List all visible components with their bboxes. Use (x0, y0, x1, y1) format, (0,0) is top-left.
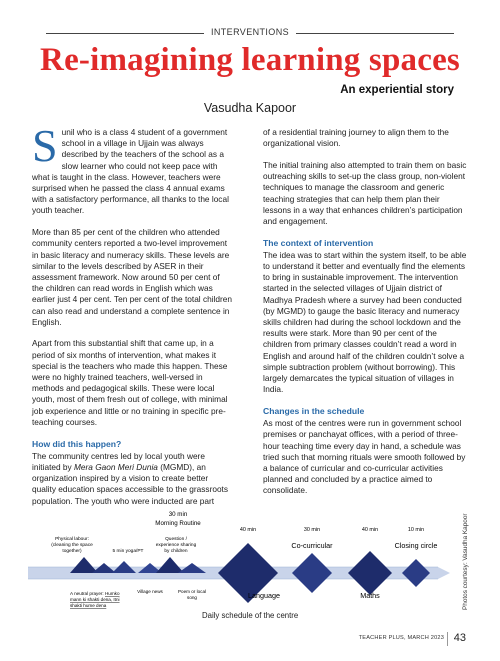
physical-label-1: Physical labour: (55, 537, 89, 542)
physical-label-2: (cleaning the space (51, 543, 93, 548)
kicker-rule-left (46, 33, 204, 34)
right-column (263, 127, 468, 507)
maths-time: 40 min (361, 527, 379, 533)
language-time: 40 min (239, 527, 257, 533)
stage-question-marker (156, 557, 184, 573)
section-heading: Changes in the schedule (263, 405, 365, 416)
prayer-label-2: mann ki shakti dena, Itni (70, 597, 120, 602)
page-number: 43 (453, 632, 466, 644)
closing-time: 10 min (407, 527, 425, 533)
kicker-rule-right (296, 33, 454, 34)
stage-closing-marker (402, 559, 430, 587)
village-news-label: Village news (137, 589, 163, 594)
routine-time: 30 min (168, 511, 188, 518)
poem-label-2: song (187, 595, 197, 600)
maths-label: Maths (360, 591, 380, 600)
physical-label-3: together) (62, 549, 82, 554)
paragraph: of a residential training journey to align them to the organizational vision. (263, 127, 449, 149)
closing-label: Closing circle (394, 541, 438, 550)
prayer-label-3: shakti hume dena (70, 603, 107, 608)
paragraph: The community centres led by local youth were initiated by Mera Gaon Meri Dunia (MGMD), an organization inspired by a vision to create better quality education spaces accessible to the grassroots population. The youth who were inducted are part (32, 450, 229, 506)
stage-maths-marker (348, 551, 392, 595)
stage-cocurricular-marker (292, 553, 332, 593)
cocurricular-time: 30 min (303, 527, 321, 533)
left-column (32, 120, 233, 517)
paragraph: More than 85 per cent of the children who attended community centers reported a two-level improvement in basic literacy and numeracy skills. These levels are similar to the levels described by ASER in their assessment framework. Now around 50 per cent of the children can read words in English which was earlier just 4 per cent. Ten per cent of the total children can also read and understand a complete sentence in English. (32, 227, 233, 327)
language-label: Language (248, 591, 280, 600)
diagram-caption: Daily schedule of the centre (202, 611, 299, 620)
cocurricular-label: Co-curricular (291, 541, 333, 550)
yoga-label: 5 min yoga/PT (112, 549, 144, 554)
routine-label: Morning Routine (155, 520, 201, 527)
article-title: Re-imagining learning spaces (40, 42, 460, 78)
kicker-label: INTERVENTIONS (210, 27, 290, 37)
stage-physical-marker (70, 557, 98, 573)
drop-cap: S (32, 120, 58, 171)
paragraph: As most of the centres were run in government school premises or panchayat offices, with a period of three-hour teaching time every day in hand, a schedule was tried such that morning rituals were smooth followed by a balance of curricular and co-curricular activities planned and concluded by a practice aimed to consolidate. (263, 418, 466, 496)
article-author: Vasudha Kapoor (203, 101, 297, 115)
question-label-2: experience sharing (155, 543, 197, 548)
paragraph: The idea was to start within the system itself, to be able to understand it better and eventually find the elements to bring in sustainable improvement. The intervention started in the selected villages of Ujjain district of Madhya Pradesh where a survey had been conducted (by MGMD) to gauge the basic literacy and numeracy skills children had during the school lockdown and the results were stark. More than 90 per cent of the children from primary classes couldn’t read a word in English and around half of the children couldn’t solve a simple subtraction problem (without borrowing). This largely demarcates the typical situation of villages in India. (263, 249, 467, 395)
photo-credit: Photos courtesy: Vasudha Kapoor (462, 513, 469, 610)
section-kicker (0, 27, 500, 39)
section-heading: The context of intervention (263, 237, 374, 248)
question-label-1: Question / (165, 537, 187, 542)
question-label-3: by children (164, 549, 188, 554)
daily-schedule-diagram (28, 505, 458, 625)
publication-line: TEACHER PLUS, MARCH 2023 (358, 635, 444, 641)
paragraph: The initial training also attempted to train them on basic outreaching skills to set-up the class group, non-violent techniques to manage the classroom and generic teaching strategies that can help them plan their lessons in a way that enhances children’s participation and engagement. (263, 159, 467, 226)
article-subtitle: An experiential story (340, 84, 454, 96)
footer-divider (447, 632, 448, 646)
poem-label-1: Poem or local (177, 589, 207, 594)
prayer-label-1: A neutral prayer: Humko (70, 591, 120, 596)
paragraph: Sunil who is a class 4 student of a government school in a village in Ujjain was always described by the teachers of the school as a slow learner who could not keep pace with what is taught in the class. However, teachers were surprised when he passed the class 4 annual exams with a satisfactory performance, all thanks to the local youth teacher. (32, 120, 229, 216)
section-heading: How did this happen? (32, 438, 122, 449)
paragraph: Apart from this substantial shift that came up, in a period of six months of intervention, what makes it special is the teachers who made this happen. These were no highly trained teachers, well-versed in methods and pedagogical skills. These were local youth, most of them fresh out of college, with minimal job experience and little or no training in specific pre-teaching courses. (32, 338, 228, 427)
